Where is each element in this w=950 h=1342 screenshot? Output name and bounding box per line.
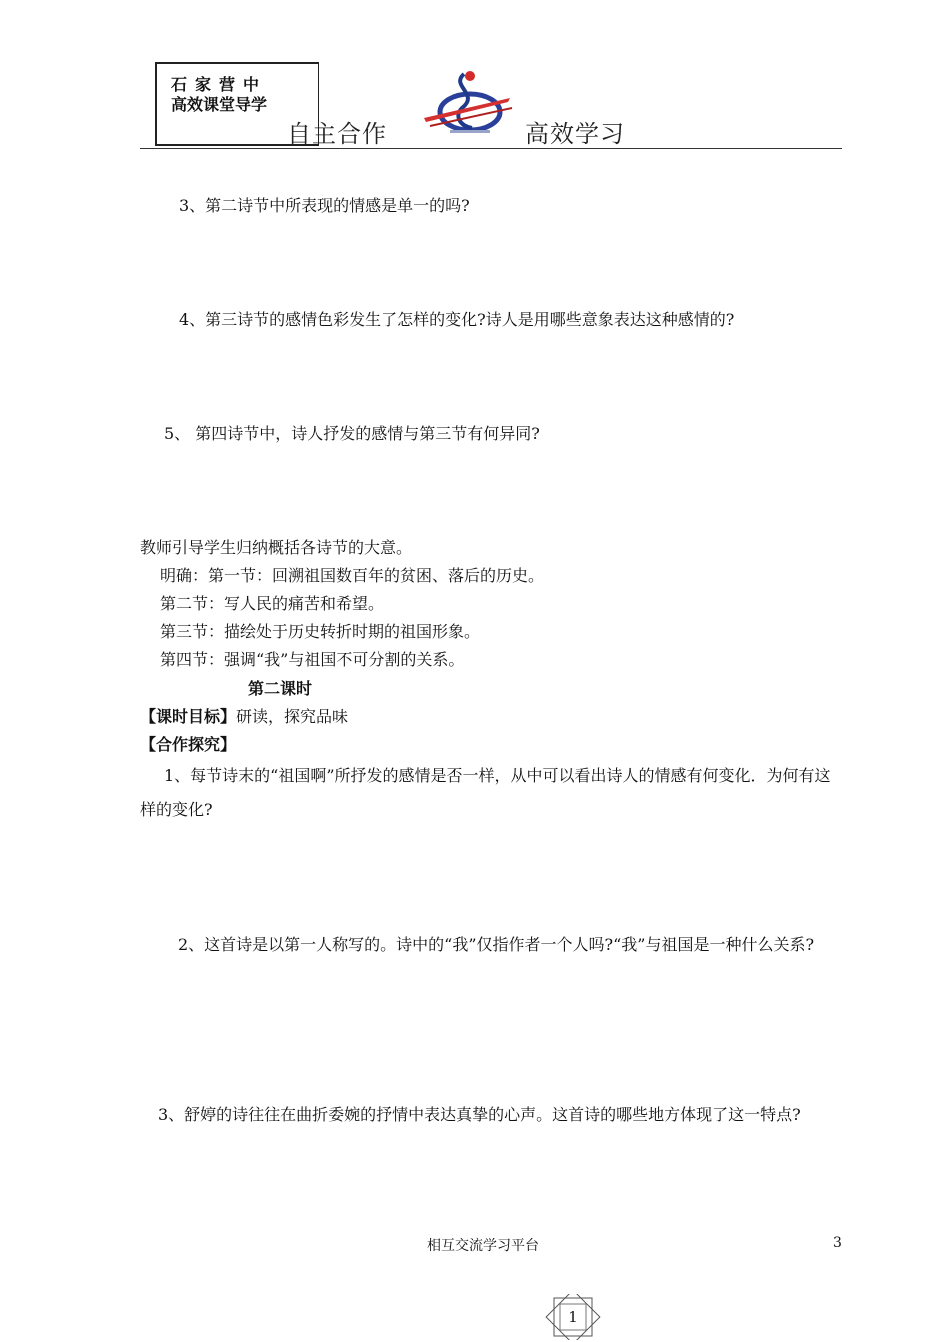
- summary-item: 第三节：描绘处于历史转折时期的祖国形象。: [160, 622, 481, 641]
- motto-right: 高效学习: [525, 120, 625, 148]
- summary-item: 第四节：强调“我”与祖国不可分割的关系。: [160, 650, 465, 669]
- school-name: 石家营中: [171, 75, 268, 94]
- summary-item: 第二节：写人民的痛苦和希望。: [160, 594, 385, 613]
- page-badge: 1: [568, 1308, 578, 1326]
- goal-label: 【课时目标】: [140, 707, 237, 726]
- lesson-title: 第二课时: [248, 679, 313, 698]
- lesson2-question-1: 1、每节诗末的“祖国啊”所抒发的感情是否一样，从中可以看出诗人的情感有何变化．为何有这样的变化?: [140, 766, 831, 819]
- motto-left: 自主合作: [287, 120, 387, 148]
- explore-label: 【合作探究】: [140, 735, 237, 754]
- header-divider: [140, 148, 842, 149]
- summary-item: 明确：第一节：回溯祖国数百年的贫困、落后的历史。: [160, 566, 545, 585]
- goal-text: 研读，探究品味: [236, 707, 349, 726]
- footer-platform: 相互交流学习平台: [427, 1238, 539, 1254]
- question-4: 4、第三诗节的感情色彩发生了怎样的变化?诗人是用哪些意象表达这种感情的?: [179, 310, 735, 329]
- question-5: 5、 第四诗节中，诗人抒发的感情与第三节有何异同?: [164, 424, 540, 443]
- lesson-goal: [140, 703, 348, 731]
- summary-intro: 教师引导学生归纳概括各诗节的大意。: [140, 538, 413, 557]
- lesson2-question-2: 2、这首诗是以第一人称写的。诗中的“我”仅指作者一个人吗?“我”与祖国是一种什么关系?: [178, 935, 815, 954]
- footer-page-number: 3: [833, 1235, 842, 1251]
- question-3: 3、第二诗节中所表现的情感是单一的吗?: [179, 196, 470, 215]
- lesson2-question-3: 3、舒婷的诗往往在曲折委婉的抒情中表达真挚的心声。这首诗的哪些地方体现了这一特点?: [158, 1105, 801, 1124]
- header-subtitle: 高效课堂导学: [171, 95, 268, 114]
- school-logo-icon: [420, 68, 516, 138]
